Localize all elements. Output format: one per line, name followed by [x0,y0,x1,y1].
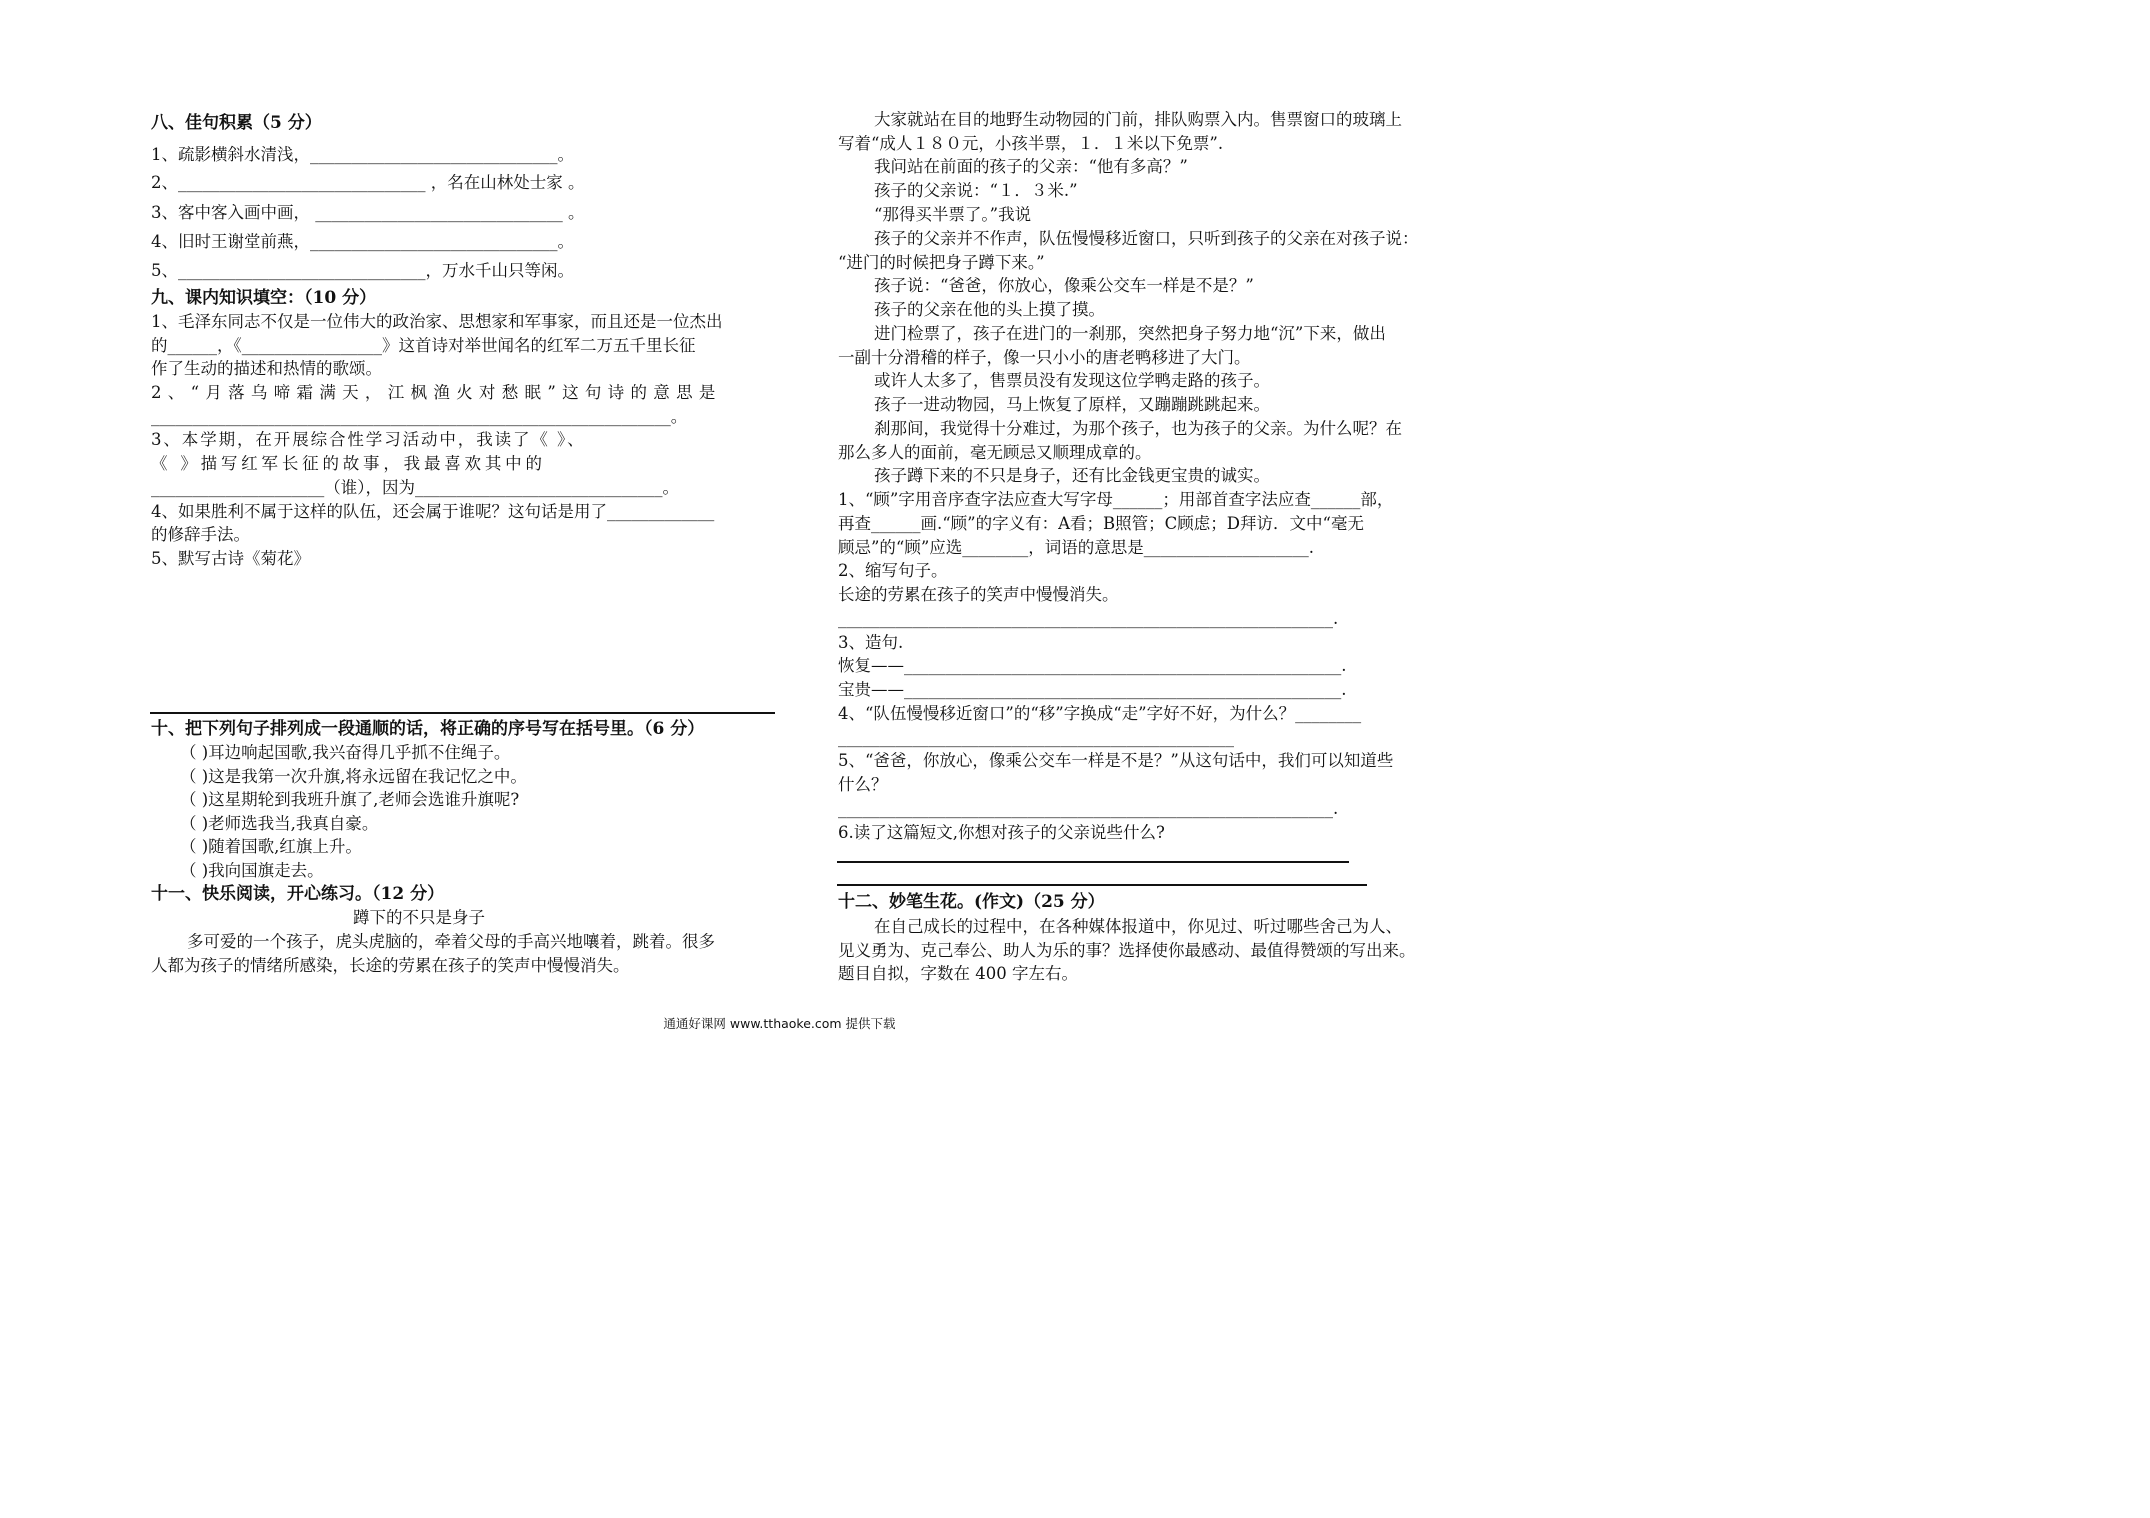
story-line: 我问站在前面的孩子的父亲：“他有多高？” [874,157,1188,176]
s8-line: 4、旧时王谢堂前燕，______________________________。 [151,232,574,251]
story-line: 进门检票了，孩子在进门的一刹那，突然把身子努力地“沉”下来，做出 [874,324,1386,343]
question-line: ____________________________________________________________. [838,799,1339,818]
s10-item: （ )我向国旗走去。 [180,861,324,880]
section-9-title: 九、课内知识填空：（10 分） [151,288,377,308]
s10-item: （ )耳边响起国歌,我兴奋得几乎抓不住绳子。 [180,743,511,762]
s12-line: 题目自拟，字数在 400 字左右。 [838,964,1078,983]
s9-line: 《 》描写红军长征的故事，我最喜欢其中的 [151,454,546,473]
s9-line: 1、毛泽东同志不仅是一位伟大的政治家、思想家和军事家，而且还是一位杰出 [151,312,723,331]
s8-line: 2、______________________________ ，名在山林处士家 。 [151,173,585,192]
s9-line: 的修辞手法。 [151,525,250,544]
question-line: 5、“爸爸，你放心，像乘公交车一样是不是？”从这句话中，我们可以知道些 [838,751,1394,770]
story-line: 孩子的父亲并不作声，队伍慢慢移近窗口，只听到孩子的父亲在对孩子说： [874,229,1419,248]
answer-line [837,861,1349,863]
s9-line: 5、默写古诗《菊花》 [151,549,310,568]
story-line: 大家就站在目的地野生动物园的门前，排队购票入内。售票窗口的玻璃上 [874,110,1402,129]
question-line: 再查______画.“顾”的字义有：A看；B照管；C顾虑；D拜访．文中“毫无 [838,514,1364,533]
s10-item: （ )老师选我当,我真自豪。 [180,814,379,833]
question-line: 6.读了这篇短文,你想对孩子的父亲说些什么? [838,823,1165,842]
story-line: 孩子蹲下来的不只是身子，还有比金钱更宝贵的诚实。 [874,466,1270,485]
question-line: 恢复——_____________________________________________________. [838,656,1347,675]
story-line: 刹那间，我觉得十分难过，为那个孩子，也为孩子的父亲。为什么呢？在 [874,419,1402,438]
s12-line: 见义勇为、克己奉公、助人为乐的事？选择使你最感动、最值得赞颂的写出来。 [838,941,1416,960]
s8-line: 3、客中客入画中画， ______________________________ 。 [151,203,585,222]
section-divider [837,884,1367,886]
story-line: “进门的时候把身子蹲下来。” [838,253,1045,272]
question-line: 3、造句. [838,633,904,652]
story-title: 蹲下的不只是身子 [353,908,485,927]
s8-line: 1、疏影横斜水清浅，______________________________。 [151,145,574,164]
section-11-title: 十一、快乐阅读，开心练习。（12 分） [151,884,445,904]
s12-line: 在自己成长的过程中，在各种媒体报道中，你见过、听过哪些舍己为人、 [874,917,1402,936]
story-line: 写着“成人１８０元，小孩半票，１．１米以下免票”. [838,134,1224,153]
question-line: 什么？ [838,775,888,794]
question-line: 宝贵——_____________________________________________________. [838,680,1347,699]
story-line: 一副十分滑稽的样子，像一只小小的唐老鸭移进了大门。 [838,348,1251,367]
s9-line: 2、“月落乌啼霜满天，江枫渔火对愁眠”这句诗的意思是 [151,383,722,402]
story-line: 孩子一进动物园，马上恢复了原样，又蹦蹦跳跳起来。 [874,395,1270,414]
question-line: ____________________________________________________________. [838,609,1339,628]
s10-item: （ )随着国歌,红旗上升。 [180,837,362,856]
section-12-title: 十二、妙笔生花。(作文)（25 分） [838,892,1105,912]
story-line: 或许人太多了，售票员没有发现这位学鸭走路的孩子。 [874,371,1270,390]
s11-line: 人都为孩子的情绪所感染，长途的劳累在孩子的笑声中慢慢消失。 [151,956,630,975]
question-line: 长途的劳累在孩子的笑声中慢慢消失。 [838,585,1119,604]
question-line: 2、缩写句子。 [838,561,948,580]
s9-line: 作了生动的描述和热情的歌颂。 [151,359,382,378]
s9-line: _______________________________________________________________。 [151,407,688,426]
s11-line: 多可爱的一个孩子，虎头虎脑的，牵着父母的手高兴地嚷着，跳着。很多 [187,932,715,951]
s9-line: 3、本学期，在开展综合性学习活动中，我读了《 》、 [151,430,586,449]
question-line: 4、“队伍慢慢移近窗口”的“移”字换成“走”字好不好，为什么？________ [838,704,1362,723]
s9-line: 的______，《_________________》这首诗对举世闻名的红军二万五千里长征 [151,336,696,355]
story-line: 孩子说：“爸爸，你放心，像乘公交车一样是不是？” [874,276,1254,295]
section-8-title: 八、佳句积累（5 分） [151,113,322,133]
question-line: ________________________________________________ [838,728,1234,747]
section-divider [150,712,775,714]
question-line: 1、“顾”字用音序查字法应查大写字母______；用部首查字法应查______部， [838,490,1394,509]
s9-line: _____________________（谁），因为______________________________。 [151,478,679,497]
question-line: 顾忌”的“顾”应选________，词语的意思是____________________. [838,538,1315,557]
s9-line: 4、如果胜利不属于这样的队伍，还会属于谁呢？这句话是用了_____________ [151,502,715,521]
story-line: 孩子的父亲说：“１．３米.” [874,181,1078,200]
story-line: 那么多人的面前，毫无顾忌又顺理成章的。 [838,443,1152,462]
story-line: “那得买半票了。”我说 [874,205,1032,224]
page-footer: 通通好课网 www.tthaoke.com 提供下载 [663,1016,896,1031]
section-10-title: 十、把下列句子排列成一段通顺的话，将正确的序号写在括号里。（6 分） [151,719,705,739]
s10-item: （ )这是我第一次升旗,将永远留在我记忆之中。 [180,767,527,786]
story-line: 孩子的父亲在他的头上摸了摸。 [874,300,1105,319]
s10-item: （ )这星期轮到我班升旗了,老师会选谁升旗呢? [180,790,520,809]
s8-line: 5、______________________________，万水千山只等闲。 [151,261,574,280]
